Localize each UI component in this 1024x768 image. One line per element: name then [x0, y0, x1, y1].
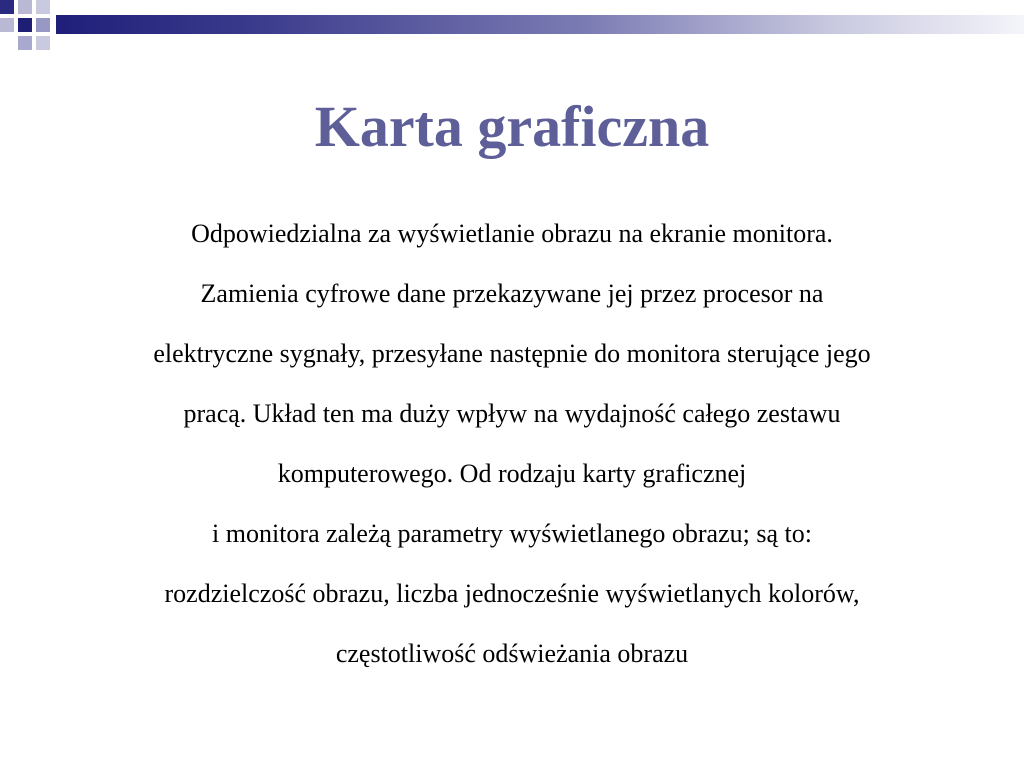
body-line: elektryczne sygnały, przesyłane następnie do monitora sterujące jego — [153, 339, 871, 368]
body-line: Zamienia cyfrowe dane przekazywane jej przez procesor na — [200, 279, 824, 308]
body-line: częstotliwość odświeżania obrazu — [335, 639, 689, 668]
decor-square — [36, 36, 50, 50]
slide-title: Karta graficzna — [314, 94, 710, 159]
decor-square — [36, 18, 50, 32]
decor-square — [0, 18, 14, 32]
body-line: pracą. Układ ten ma duży wpływ na wydajność całego zestawu — [183, 399, 841, 428]
decor-square — [36, 0, 50, 14]
body-line: i monitora zależą parametry wyświetlanego obrazu; są to: — [212, 519, 812, 548]
header-decoration — [0, 0, 1024, 60]
decor-square — [0, 0, 14, 14]
decor-square — [18, 36, 32, 50]
body-line: Odpowiedzialna za wyświetlanie obrazu na ekranie monitora. — [191, 219, 833, 248]
slide-body — [40, 204, 984, 684]
header-gradient-bar — [56, 15, 1024, 34]
decor-square — [18, 0, 32, 14]
decor-square — [18, 18, 32, 32]
body-line: rozdzielczość obrazu, liczba jednocześnie wyświetlanych kolorów, — [164, 579, 860, 608]
body-line: komputerowego. Od rodzaju karty graficznej — [277, 459, 747, 488]
